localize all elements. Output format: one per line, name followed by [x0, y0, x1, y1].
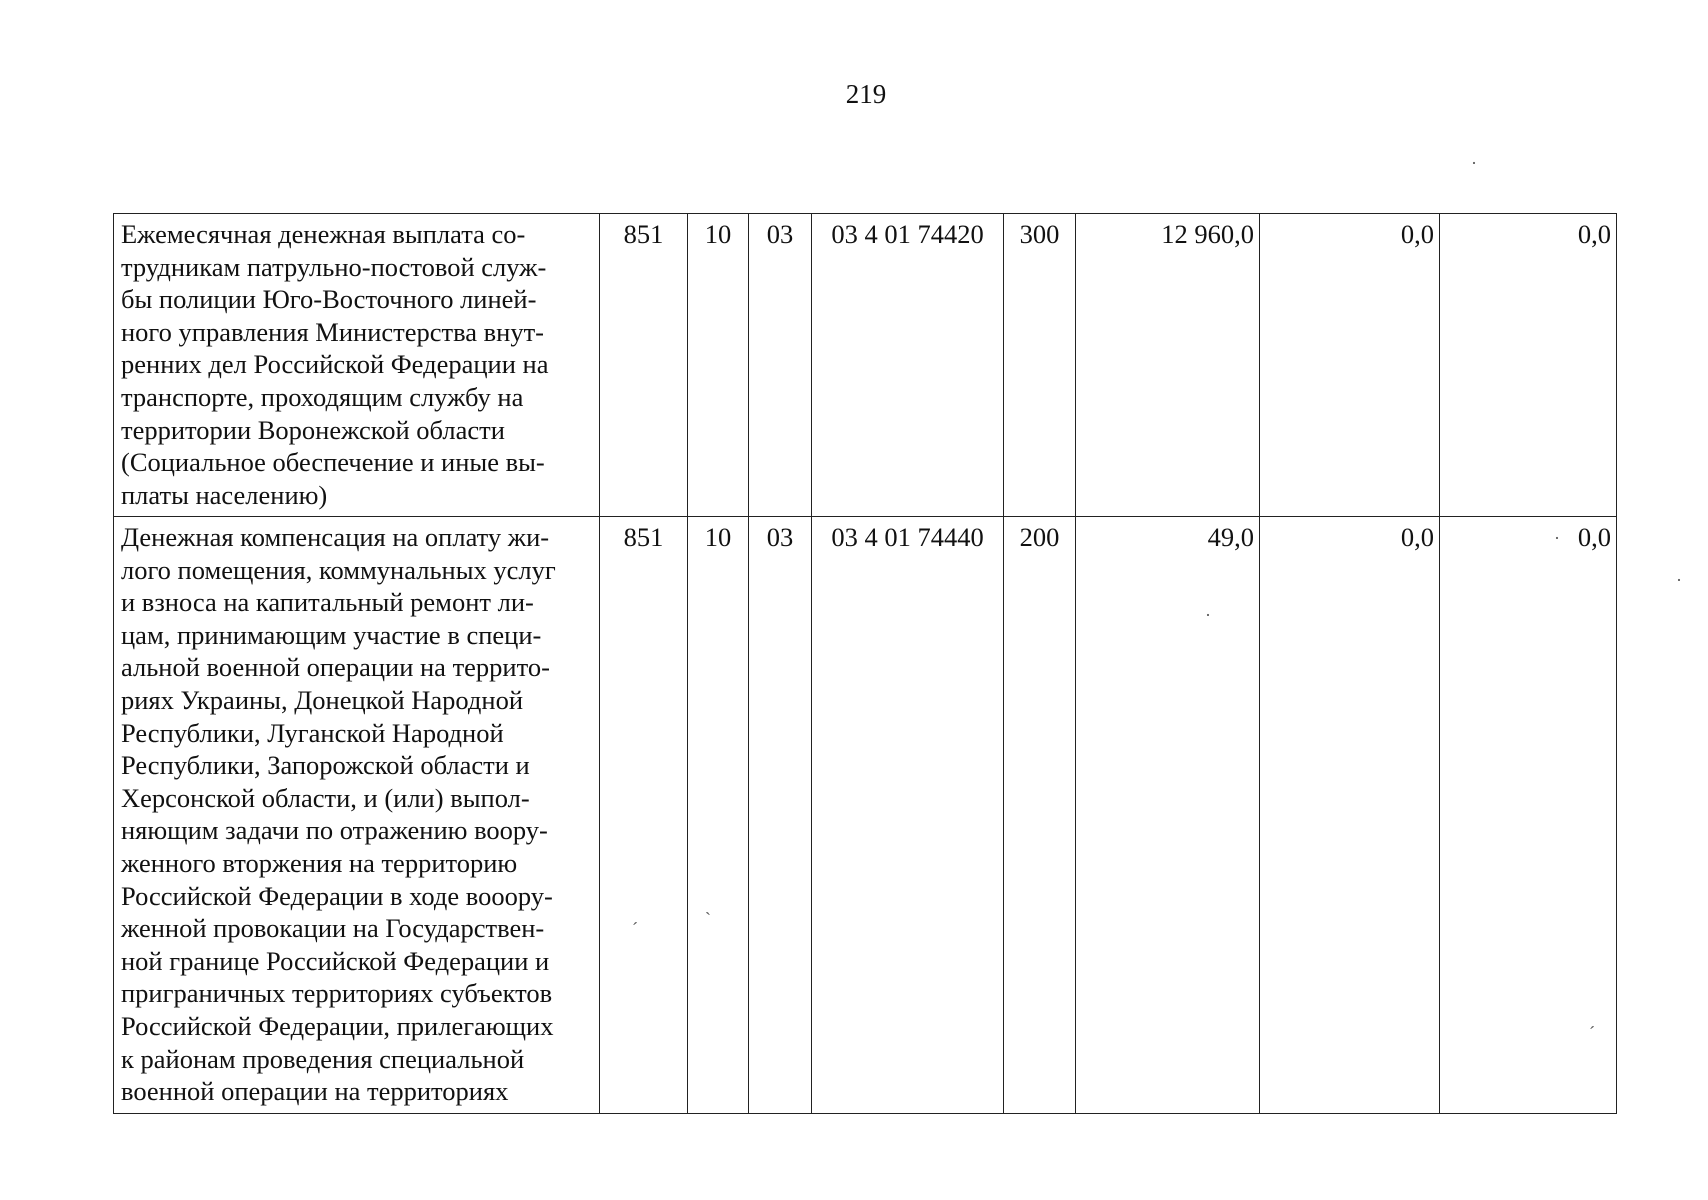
description-line: ной границе Российской Федерации и	[121, 945, 550, 976]
subsection-code: 03	[749, 517, 812, 1114]
budget-table	[113, 213, 1617, 1114]
description-line: трудникам патрульно-постовой служ-	[121, 251, 547, 282]
description-line: платы населению)	[121, 479, 328, 510]
section-code: 10	[688, 517, 749, 1114]
description-line: цам, принимающим участие в специ-	[121, 619, 542, 650]
amount-year-2: 0,0	[1260, 517, 1440, 1114]
description-line: альной военной операции на террито-	[121, 652, 550, 683]
description-line: Республики, Луганской Народной	[121, 717, 504, 748]
description-line: ренних дел Российской Федерации на	[121, 349, 549, 380]
scan-speck: ·	[1676, 570, 1682, 590]
description-line: (Социальное обеспечение и иные вы-	[121, 447, 545, 478]
description-line: Херсонской области, и (или) выпол-	[121, 782, 530, 813]
scan-speck: ·	[1471, 153, 1477, 173]
description-line: и взноса на капитальный ремонт ли-	[121, 587, 534, 618]
amount-year-1: 12 960,0	[1076, 214, 1260, 517]
description-line: женной провокации на Государствен-	[121, 913, 545, 944]
description-line: к районам проведения специальной	[121, 1043, 525, 1074]
scan-speck: `	[705, 909, 711, 929]
description-line: Республики, Запорожской области и	[121, 750, 530, 781]
description-line: ного управления Министерства внут-	[121, 316, 544, 347]
expense-type-code: 300	[1004, 214, 1076, 517]
section-code: 10	[688, 214, 749, 517]
table-row	[114, 214, 1617, 517]
scan-speck: ´	[1589, 1023, 1595, 1043]
description-line: бы полиции Юго-Восточного линей-	[121, 284, 537, 315]
description-line: риях Украины, Донецкой Народной	[121, 684, 524, 715]
description-line: Ежемесячная денежная выплата со-	[121, 219, 526, 249]
ministry-code: 851	[600, 517, 688, 1114]
row-description	[114, 517, 600, 1114]
ministry-code: 851	[600, 214, 688, 517]
page-number: 219	[845, 79, 887, 109]
description-line: приграничных территориях субъектов	[121, 978, 553, 1009]
expense-type-code: 200	[1004, 517, 1076, 1114]
subsection-code: 03	[749, 214, 812, 517]
scan-speck: ·	[1554, 528, 1560, 548]
scan-speck: ·	[1205, 605, 1211, 625]
target-article-code: 03 4 01 74440	[812, 517, 1004, 1114]
description-line: транспорте, проходящим службу на	[121, 381, 524, 412]
target-article-code: 03 4 01 74420	[812, 214, 1004, 517]
description-line: Российской Федерации в ходе вооору-	[121, 880, 553, 911]
description-line: военной операции на территориях	[121, 1076, 509, 1107]
description-line: территории Воронежской области	[121, 414, 505, 445]
amount-year-1: 49,0	[1076, 517, 1260, 1114]
scan-speck: ´	[632, 919, 638, 939]
row-description	[114, 214, 600, 517]
description-line: Денежная компенсация на оплату жи-	[121, 522, 550, 552]
description-line: лого помещения, коммунальных услуг	[121, 554, 556, 585]
table-row	[114, 517, 1617, 1114]
description-line: няющим задачи по отражению воору-	[121, 815, 548, 846]
description-line: женного вторжения на территорию	[121, 847, 518, 878]
description-line: Российской Федерации, прилегающих	[121, 1010, 554, 1041]
amount-year-3: 0,0	[1440, 517, 1617, 1114]
amount-year-3: 0,0	[1440, 214, 1617, 517]
amount-year-2: 0,0	[1260, 214, 1440, 517]
